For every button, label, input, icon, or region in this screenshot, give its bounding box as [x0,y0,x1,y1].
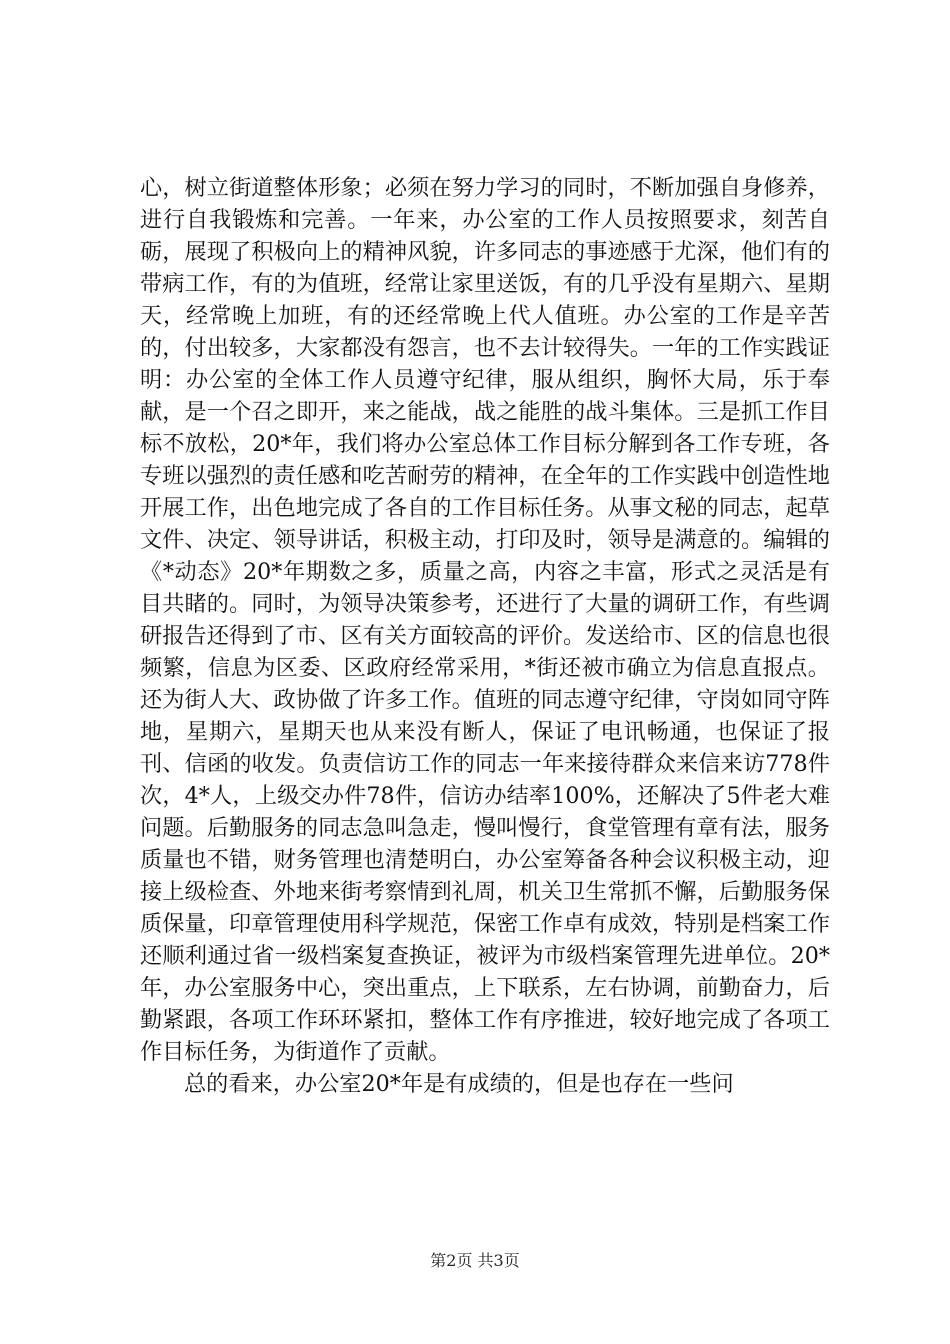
paragraph-1: 心，树立街道整体形象；必须在努力学习的同时，不断加强自身修养，进行自我锻炼和完善。一年来，办公室的工作人员按照要求，刻苦自砺，展现了积极向上的精神风貌，许多同志的事迹感于尤深，他们有的带病工作，有的为值班，经常让家里送饭，有的几乎没有星期六、星期天，经常晚上加班，有的还经常晚上代人值班。办公室的工作是辛苦的，付出较多，大家都没有怨言，也不去计较得失。一年的工作实践证明：办公室的全体工作人员遵守纪律，服从组织，胸怀大局，乐于奉献，是一个召之即开，来之能战，战之能胜的战斗集体。三是抓工作目标不放松，20*年，我们将办公室总体工作目标分解到各工作专班，各专班以强烈的责任感和吃苦耐劳的精神，在全年的工作实践中创造性地开展工作，出色地完成了各自的工作目标任务。从事文秘的同志，起草文件、决定、领导讲话，积极主动，打印及时，领导是满意的。编辑的《*动态》20*年期数之多，质量之高，内容之丰富，形式之灵活是有目共睹的。同时，为领导决策参考，还进行了大量的调研工作，有些调研报告还得到了市、区有关方面较高的评价。发送给市、区的信息也很频繁，信息为区委、区政府经常采用，*街还被市确立为信息直报点。还为街人大、政协做了许多工作。值班的同志遵守纪律，守岗如同守阵地，星期六，星期天也从来没有断人，保证了电讯畅通，也保证了报刊、信函的收发。负责信访工作的同志一年来接待群众来信来访778件次，4*人，上级交办件78件，信访办结率100%，还解决了5件老大难问题。后勤服务的同志急叫急走，慢叫慢行，食堂管理有章有法，服务质量也不错，财务管理也清楚明白，办公室筹备各种会议积极主动，迎接上级检查、外地来街考察情到礼周，机关卫生常抓不懈，后勤服务保质保量，印章管理使用科学规范，保密工作卓有成效，特别是档案工作还顺利通过省一级档案复查换证，被评为市级档案管理先进单位。20*年，办公室服务中心，突出重点，上下联系，左右协调，前勤奋力，后勤紧跟，各项工作环环紧扣，整体工作有序推进，较好地完成了各项工作目标任务，为街道作了贡献。 [140,175,830,1065]
document-body [140,172,830,1100]
page-footer: 第2页 共3页 [430,1251,520,1270]
paragraph-2: 总的看来，办公室20*年是有成绩的，但是也存在一些问 [184,1071,734,1097]
